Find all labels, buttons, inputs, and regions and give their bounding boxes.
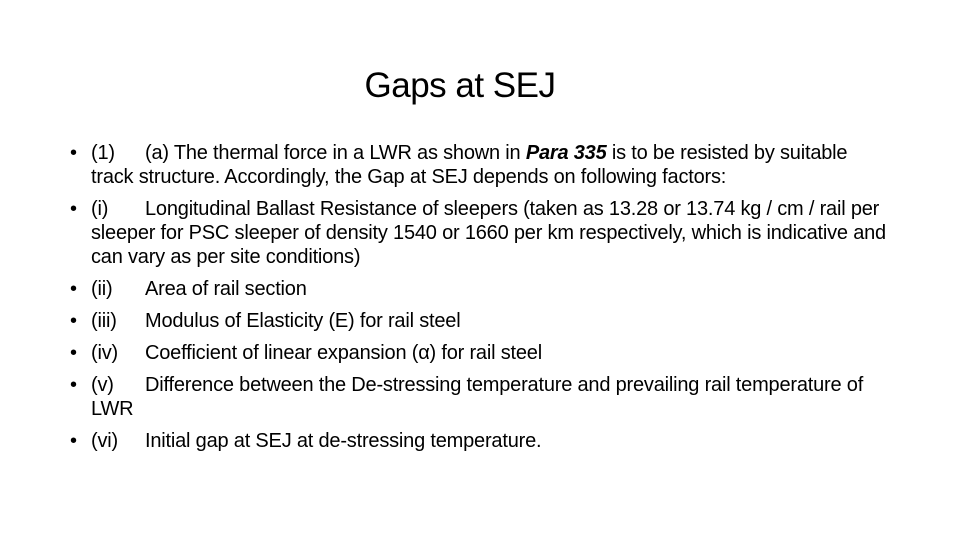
bullet-text: Longitudinal Ballast Resistance of sleepers (taken as 13.28 or 13.74 kg / cm / rail per sleeper for PSC sleeper of density 1540 or 1660 per km respectively, which is indicative and can vary as per site conditions) bbox=[91, 198, 886, 268]
bullet-number: (1) bbox=[91, 142, 115, 164]
para-reference: Para 335 bbox=[525, 142, 607, 164]
bullet-number: (v) bbox=[91, 374, 114, 396]
bullet-text: Area of rail section bbox=[145, 278, 307, 300]
bullet-text: Modulus of Elasticity (E) for rail steel bbox=[145, 310, 461, 332]
slide-title: Gaps at SEJ bbox=[364, 66, 556, 105]
bullet-number: (ii) bbox=[91, 278, 113, 300]
bullet-item bbox=[70, 277, 890, 301]
bullet-number: (iv) bbox=[91, 342, 118, 364]
bullet-item bbox=[70, 429, 890, 453]
bullet-text: Initial gap at SEJ at de-stressing temperature. bbox=[145, 430, 542, 452]
bullet-item bbox=[70, 373, 890, 421]
bullet-list bbox=[70, 141, 890, 461]
bullet-number: (iii) bbox=[91, 310, 117, 332]
bullet-item bbox=[70, 309, 890, 333]
bullet-number: (i) bbox=[91, 198, 109, 220]
bullet-item bbox=[70, 141, 890, 189]
bullet-text-post: is to be resisted by suitable track structure. Accordingly, the Gap at SEJ depends on following factors: bbox=[91, 142, 848, 188]
bullet-text-pre: (a) The thermal force in a LWR as shown in bbox=[145, 142, 526, 164]
bullet-text: Difference between the De-stressing temperature and prevailing rail temperature of LWR bbox=[91, 374, 864, 420]
bullet-item bbox=[70, 197, 890, 269]
bullet-number: (vi) bbox=[91, 430, 118, 452]
bullet-text: Coefficient of linear expansion (α) for rail steel bbox=[145, 342, 542, 364]
bullet-item bbox=[70, 341, 890, 365]
